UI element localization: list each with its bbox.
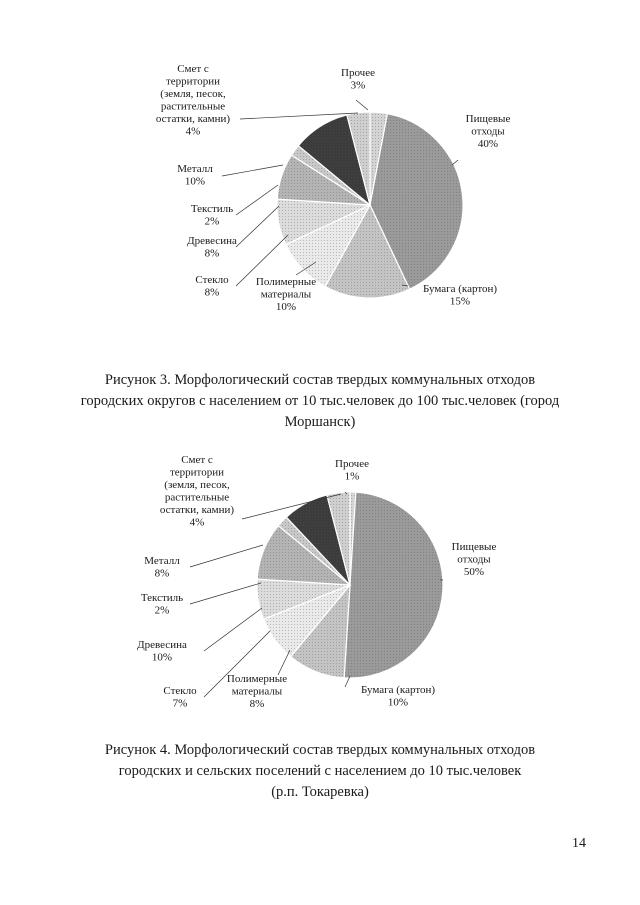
pie-chart-figure-4 (0, 440, 640, 740)
caption-line: городских и сельских поселений с населением до 10 тыс.человек (118, 763, 522, 779)
leader-line (236, 206, 279, 247)
slice-label-line: Текстиль (190, 203, 234, 215)
slice-label-line: растительные (160, 100, 226, 113)
pie-slice-пищевые-отходы (344, 492, 443, 678)
slice-label-line: Стекло (195, 274, 229, 286)
leader-line (236, 185, 278, 215)
slice-label-металл (144, 555, 180, 580)
slice-label-текстиль (141, 592, 183, 617)
slice-label-текстиль (191, 203, 233, 228)
slice-label-line: Полимерные (226, 673, 288, 685)
slice-label-line: отходы (471, 125, 505, 138)
slice-label-line: материалы (260, 288, 312, 301)
slice-label-line: Пищевые (465, 113, 511, 125)
slice-label-металл (177, 163, 213, 188)
leader-line (356, 100, 368, 110)
slice-label-line: 2% (154, 604, 170, 617)
slice-label-бумага-картон (361, 684, 435, 709)
leader-line (278, 650, 290, 675)
slice-label-line: 3% (350, 79, 366, 92)
slice-label-прочее (341, 67, 375, 92)
slice-label-line: остатки, камни) (155, 113, 231, 125)
slice-label-смет-с-территории-земля-песок-растительные-остатки-камни (156, 63, 231, 138)
slice-label-line: Пищевые (451, 541, 497, 553)
caption-line: городских округов с населением от 10 тыс.человек до 100 тыс.человек (город (80, 393, 560, 409)
caption-line: Рисунок 3. Морфологический состав твердых коммунальных отходов (104, 372, 536, 388)
slice-label-line: Бумага (картон) (360, 684, 436, 696)
slice-label-line: 4% (189, 516, 205, 529)
caption-line: (р.п. Токаревка) (271, 784, 369, 800)
slice-label-line: Стекло (163, 685, 197, 697)
slice-label-древесина (137, 639, 187, 664)
slice-label-пищевые-отходы (452, 541, 497, 578)
slice-label-бумага-картон (423, 283, 497, 308)
slice-label-line: 2% (204, 215, 220, 228)
slice-label-line: Металл (144, 555, 180, 567)
slice-label-line: остатки, камни) (159, 504, 235, 516)
slice-label-древесина (187, 235, 237, 260)
slice-label-line: (земля, песок, (160, 88, 226, 100)
slice-label-line: отходы (457, 553, 491, 566)
slice-label-line: Металл (177, 163, 213, 175)
slice-label-line: территории (165, 75, 221, 88)
slice-label-line: 10% (151, 651, 173, 664)
slice-label-стекло (163, 685, 197, 710)
caption-line: Моршанск) (284, 414, 356, 430)
leader-line (222, 165, 283, 176)
slice-label-line: территории (169, 466, 225, 479)
slice-label-line: Текстиль (140, 592, 184, 604)
slice-label-line: 50% (463, 566, 485, 578)
slice-label-стекло (195, 274, 229, 299)
slice-label-смет-с-территории-земля-песок-растительные-остатки-камни (160, 454, 235, 529)
slice-label-line: 1% (344, 470, 360, 483)
page-number: 14 (572, 836, 586, 851)
slice-label-line: 8% (154, 567, 170, 580)
caption-line: Рисунок 4. Морфологический состав твердых коммунальных отходов (104, 742, 536, 758)
slice-label-line: 7% (172, 697, 188, 710)
slice-label-line: Древесина (137, 639, 187, 651)
figure-3-caption (60, 370, 580, 433)
leader-line (190, 583, 261, 604)
slice-label-line: Смет с (177, 63, 209, 75)
slice-label-полимерные-материалы (256, 276, 316, 313)
leader-line (190, 545, 263, 567)
slice-label-пищевые-отходы (466, 113, 511, 150)
slice-label-line: (земля, песок, (164, 479, 230, 491)
slice-label-line: 10% (184, 175, 206, 188)
slice-label-line: 8% (204, 286, 220, 299)
slice-label-полимерные-материалы (227, 673, 287, 710)
slice-label-line: 8% (249, 698, 265, 710)
slice-label-line: 40% (477, 138, 499, 150)
slice-label-line: Смет с (181, 454, 213, 466)
slice-label-line: Древесина (187, 235, 237, 247)
figure-4-caption (60, 740, 580, 803)
slice-label-line: материалы (231, 685, 283, 698)
slice-label-line: Полимерные (255, 276, 317, 288)
slice-label-line: 10% (275, 301, 297, 313)
leader-line (204, 608, 262, 651)
pie-chart-figure-3 (0, 50, 640, 350)
slice-label-line: Прочее (341, 67, 375, 79)
slice-label-line: Бумага (картон) (422, 283, 498, 295)
slice-label-line: 15% (449, 295, 471, 308)
slice-label-line: 8% (204, 247, 220, 260)
slice-label-line: 10% (387, 696, 409, 709)
slice-label-line: 4% (185, 125, 201, 138)
slice-label-прочее (335, 458, 369, 483)
slice-label-line: растительные (164, 491, 230, 504)
slice-label-line: Прочее (335, 458, 369, 470)
